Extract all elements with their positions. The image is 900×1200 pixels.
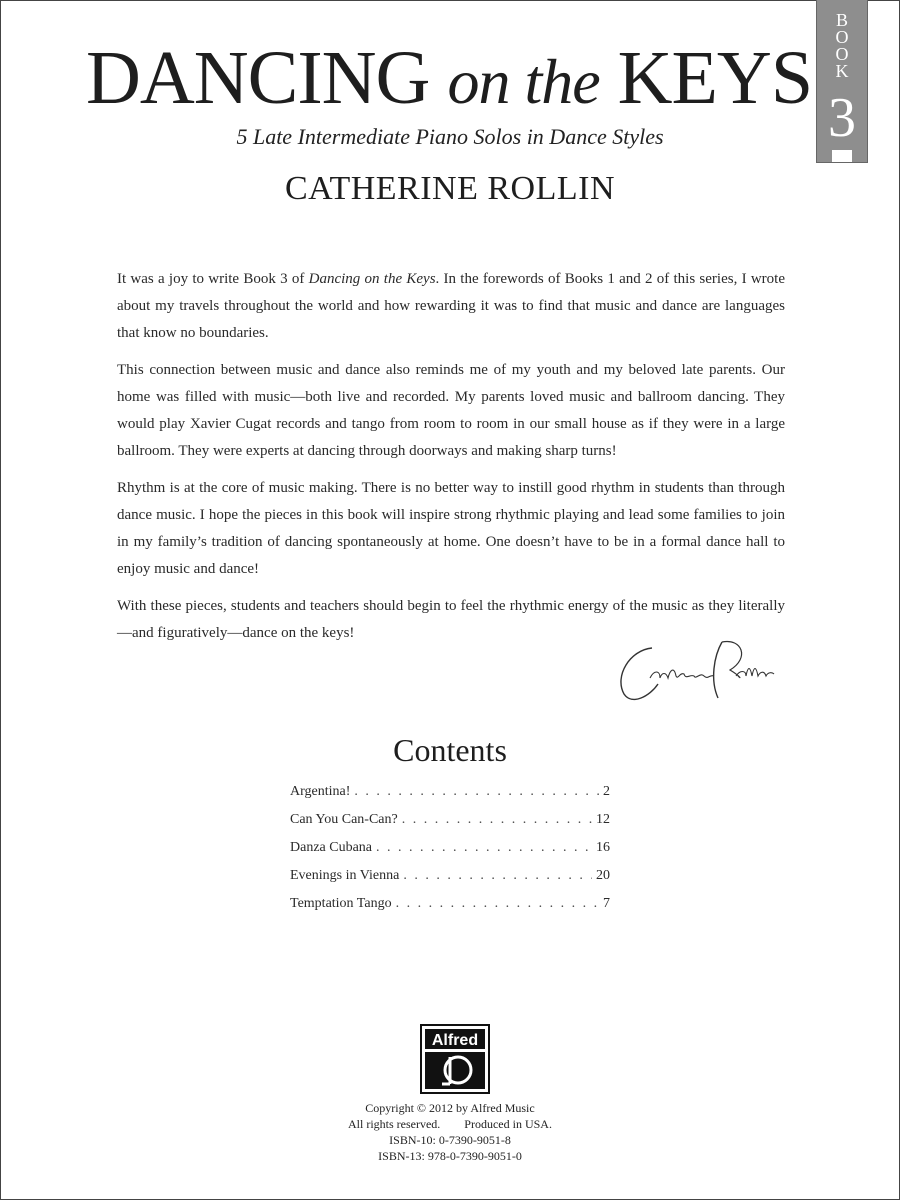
- isbn10: ISBN-10: 0-7390-9051-8: [389, 1133, 511, 1147]
- toc-row: [290, 896, 610, 924]
- foreword-paragraph-1: [117, 266, 785, 347]
- book-tab-letter: O: [835, 44, 849, 64]
- toc-page-number: 2: [603, 784, 610, 799]
- tab-notch: [832, 150, 852, 162]
- title-dancing: DANCING: [86, 36, 448, 120]
- book-tab-letter: B: [835, 10, 848, 30]
- author-name: CATHERINE ROLLIN: [284, 170, 616, 207]
- foreword-p1-text-end: . In the forewords of Books 1 and 2 of this series, I wrote about my travels throughout the world and how rewarding it was to find that music and dance are languages that know no boundaries.: [117, 271, 785, 341]
- title-on-the: on the: [447, 46, 600, 117]
- toc-page-number: 7: [603, 896, 610, 911]
- toc-title: Can You Can-Can?: [290, 812, 398, 827]
- toc-leader-dots: [402, 812, 592, 828]
- toc-page-number: 16: [596, 840, 610, 855]
- book-title: [86, 28, 816, 132]
- contents-heading: Contents: [393, 732, 507, 768]
- book-tab-letter: O: [835, 27, 849, 47]
- foreword-paragraph-4: With these pieces, students and teachers should begin to feel the rhythmic energy of the music as they literally—and figuratively—dance on the keys!: [117, 598, 785, 641]
- toc-leader-dots: [396, 896, 599, 912]
- subtitle: 5 Late Intermediate Piano Solos in Dance Styles: [236, 124, 664, 149]
- toc-title: Danza Cubana: [290, 840, 373, 855]
- foreword-p1-book-title: Dancing on the Keys: [308, 271, 436, 287]
- book-tab-label: [831, 12, 853, 80]
- signature: [610, 636, 780, 706]
- foreword: [117, 266, 785, 657]
- svg-text:Alfred: Alfred: [431, 1032, 479, 1049]
- foreword-p1-text: It was a joy to write Book 3 of: [117, 271, 309, 287]
- toc-row: [290, 840, 610, 868]
- copyright-line: Copyright © 2012 by Alfred Music: [365, 1101, 535, 1115]
- toc-leader-dots: [354, 784, 599, 800]
- toc-title: Temptation Tango: [290, 896, 392, 911]
- rights-line: All rights reserved. Produced in USA.: [348, 1117, 552, 1131]
- foreword-paragraph-3: Rhythm is at the core of music making. There is no better way to instill good rhythm in students than through dance music. I hope the pieces in this book will inspire strong rhythmic playing and lead some families to join in my family’s tradition of dancing spontaneously at home. One doesn’t have to be in a formal dance hall to enjoy music and dance!: [117, 480, 785, 577]
- foreword-paragraph-2: This connection between music and dance also reminds me of my youth and my beloved late parents. Our home was filled with music—both live and recorded. My parents loved music and ballroom dancing. They would play Xavier Cugat records and tango from room to room in our small house as if they were in a large ballroom. They were experts at dancing through doorways and making sharp turns!: [117, 362, 785, 459]
- toc-leader-dots: [403, 868, 592, 884]
- toc-page-number: 20: [596, 868, 610, 883]
- book-tab-number: 3: [828, 87, 856, 149]
- book-tab-letter: K: [835, 61, 849, 81]
- toc-leader-dots: [376, 840, 592, 856]
- copyright-block: [0, 1100, 900, 1164]
- alfred-logo: [420, 1024, 490, 1094]
- toc-row: [290, 812, 610, 840]
- toc-title: Evenings in Vienna: [290, 868, 400, 883]
- toc-title: Argentina!: [290, 784, 351, 799]
- title-keys: KEYS: [599, 36, 813, 120]
- isbn13: ISBN-13: 978-0-7390-9051-0: [378, 1149, 522, 1163]
- toc-row: [290, 784, 610, 812]
- toc-page-number: 12: [596, 812, 610, 827]
- toc-row: [290, 868, 610, 896]
- table-of-contents: [290, 784, 610, 924]
